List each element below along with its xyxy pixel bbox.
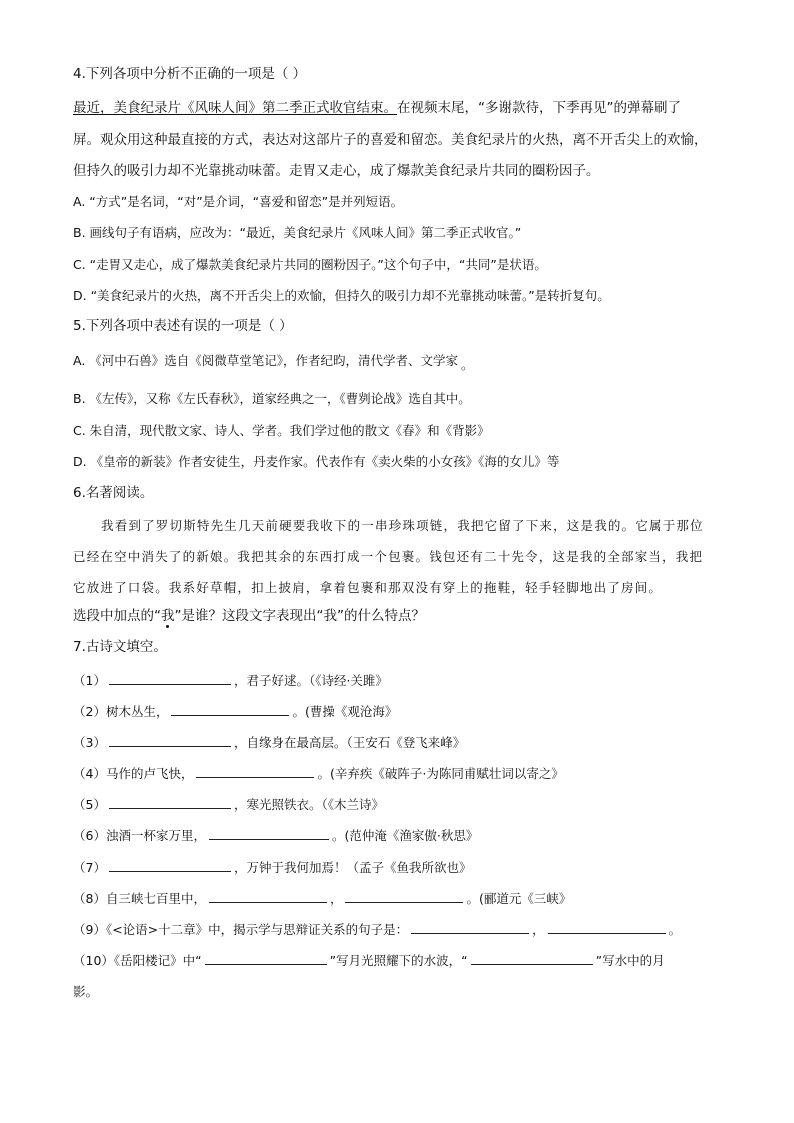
q5-option-d: D. 《皇帝的新装》作者安徒生，丹麦作家。代表作有《卖火柴的小女孩》《海的女儿》等 [73, 454, 560, 469]
answer-blank[interactable] [209, 889, 327, 903]
answer-blank[interactable] [109, 671, 231, 685]
q6-stem: 6.名著阅读。 [73, 485, 154, 501]
q4-passage-line-1: 最近，美食纪录片《风味人间》第二季正式收官结束。在视频末尾，“多谢款待，下季再见”的弹幕刷了 [73, 100, 681, 116]
q7-item-5: （5） ，寒光照铁衣。（《木兰诗》 [73, 797, 384, 812]
q7-item-3: （3） ，自缘身在最高层。（王安石《登飞来峰》 [73, 735, 466, 750]
q5-option-c: C. 朱自清，现代散文家、诗人、学者。我们学过他的散文《春》和《背影》 [73, 423, 490, 438]
q4-option-c: C. “走胃又走心，成了爆款美食纪录片共同的圈粉因子。”这个句子中，“共同”是状语。 [73, 257, 547, 272]
q6-question: 选段中加点的“我”是谁？这段文字表现出“我”的什么特点？ [73, 608, 425, 624]
q5-stem: 5.下列各项中表述有误的一项是（ ） [73, 318, 293, 334]
q4-passage-line-3: 但持久的吸引力却不光靠挑动味蕾。走胃又走心，成了爆款美食纪录片共同的圈粉因子。 [73, 163, 600, 179]
answer-blank[interactable] [345, 889, 463, 903]
answer-blank[interactable] [471, 951, 593, 965]
q4-stem: 4.下列各项中分析不正确的一项是（ ） [73, 66, 307, 82]
q4-option-d: D. “美食纪录片的火热，离不开舌尖上的欢愉，但持久的吸引力却不光靠挑动味蕾。”是转折复句。 [73, 288, 610, 303]
answer-blank[interactable] [109, 733, 231, 747]
q7-item-8: （8）自三峡七百里中， ， 。(郦道元《三峡》 [73, 891, 572, 906]
answer-blank[interactable] [411, 920, 529, 934]
q5-option-a: A. 《河中石兽》选自《阅微草堂笔记》，作者纪昀，清代学者、文学家 。 [73, 353, 474, 372]
q6-passage-line-2: 已经在空中消失了的新娘。我把其余的东西打成一个包裹。钱包还有二十先令，这是我的全部家当，我把 [73, 549, 704, 564]
answer-blank[interactable] [171, 702, 289, 716]
answer-blank[interactable] [196, 764, 314, 778]
q4-passage-line-2: 屏。观众用这种最直接的方式，表达对这部片子的喜爱和留恋。美食纪录片的火热，离不开舌尖上的欢愉， [73, 132, 708, 148]
q7-stem: 7.古诗文填空。 [73, 639, 167, 655]
q7-item-4: （4）马作的卢飞快， 。(辛弃疾《破阵子·为陈同甫赋壮词以寄之》 [73, 766, 564, 781]
answer-blank[interactable] [109, 858, 231, 872]
dotted-character: 我 [161, 608, 175, 624]
q4-underlined-sentence: 最近，美食纪录片《风味人间》第二季正式收官结束。 [73, 100, 397, 116]
q7-item-10-continued: 影。 [73, 984, 99, 999]
answer-blank[interactable] [209, 826, 329, 840]
q7-item-2: （2）树木丛生， 。(曹操《观沧海》 [73, 704, 398, 719]
answer-blank[interactable] [109, 795, 231, 809]
q7-item-7: （7） ，万钟于我何加焉！（孟子《鱼我所欲也》 [73, 860, 472, 875]
q7-item-9: （9）《<论语>十二章》中，揭示学与思辩证关系的句子是： ， 。 [73, 922, 682, 937]
q6-passage-line-1: 我看到了罗切斯特先生几天前硬要我收下的一串珍珠项链，我把它留了下来，这是我的。它属于那位 [101, 518, 704, 533]
q4-option-a: A. “方式”是名词，“对”是介词，“喜爱和留恋”是并列短语。 [73, 194, 404, 209]
q6-passage-line-3: 它放进了口袋。我系好草帽，扣上披肩，拿着包裹和那双没有穿上的拖鞋，轻手轻脚地出了房间。 [73, 580, 663, 595]
answer-blank[interactable] [548, 920, 666, 934]
q7-item-6: （6）浊酒一杯家万里， 。(范仲淹《渔家傲·秋思》 [73, 828, 479, 843]
q5-option-b: B. 《左传》，又称《左氏春秋》，道家经典之一，《曹刿论战》选自其中。 [73, 391, 471, 406]
answer-blank[interactable] [205, 951, 327, 965]
q7-item-1: （1） ，君子好逑。（《诗经·关雎》 [73, 673, 388, 688]
q4-option-b: B. 画线句子有语病，应改为：“最近，美食纪录片《风味人间》第二季正式收官。” [73, 225, 522, 240]
q7-item-10: （10）《岳阳楼记》中“ ”写月光照耀下的水波，“ ”写水中的月 [73, 953, 665, 968]
